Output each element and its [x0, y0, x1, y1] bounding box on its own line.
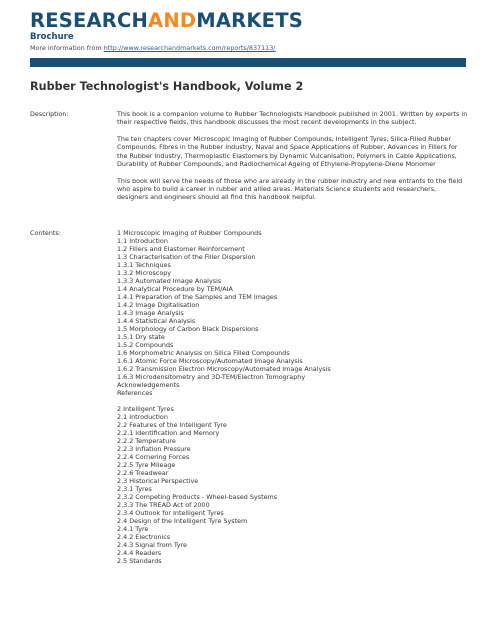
contents-item: 2.4.3 Signal from Tyre: [117, 541, 187, 549]
logo-and: AND: [148, 9, 197, 32]
contents-item: 2.4.2 Electronics: [117, 533, 171, 541]
contents-item: 1.4.3 Image Analysis: [117, 309, 184, 317]
description-label: Description:: [30, 110, 69, 118]
contents-item: 1.6.3 Microdensitometry and 3D-TEM/Electron Tomography: [117, 373, 306, 381]
contents-item: 2.2 Features of the Intelligent Tyre: [117, 421, 227, 429]
contents-item: 1 Microscopic Imaging of Rubber Compounds: [117, 229, 262, 237]
contents-item: References: [117, 389, 153, 397]
contents-item: 1.1 Introduction: [117, 237, 168, 245]
contents-item: 2.2.5 Tyre Mileage: [117, 461, 176, 469]
contents-item: 1.2 Fillers and Elastomer Reinforcement: [117, 245, 245, 253]
contents-item: 2.2.2 Temperature: [117, 437, 176, 445]
contents-item: 1.3.2 Microscopy: [117, 269, 172, 277]
contents-item: 1.4.1 Preparation of the Samples and TEM Images: [117, 293, 278, 301]
logo-research: RESEARCH: [30, 9, 149, 32]
contents-item: 2.2.3 Inflation Pressure: [117, 445, 191, 453]
description-paragraph: This book is a companion volume to Rubber Technologists Handbook published in 2001. Written by experts in their respective fields, this handbook discusses the most recent developments in the subject.: [117, 110, 468, 127]
page-title: Rubber Technologist's Handbook, Volume 2: [30, 80, 304, 93]
contents-item: 2.1 Introduction: [117, 413, 168, 421]
description-paragraph: The ten chapters cover Microscopic Imaging of Rubber Compounds, Intelligent Tyres, Silica-Filled Rubber Compounds, Fibres in the Rubber Industry, Naval and Space Applications of Rubber, Advances in Fillers for the Rubber Industry, Thermoplastic Elastomers by Dynamic Vulcanisation, Polymers in Cable Applications, Durability of Rubber Compounds, and Radiochemical Ageing of Ethylene-Propylene-Diene Monomer: [117, 135, 458, 168]
contents-chapter-gap: [117, 397, 469, 405]
more-information-prefix: More information from: [30, 44, 104, 52]
description-body: [117, 110, 469, 210]
contents-item: 1.6.2 Transmission Electron Microscopy/Automated Image Analysis: [117, 365, 331, 373]
contents-item: 1.4 Analytical Procedure by TEM/AIA: [117, 285, 233, 293]
contents-item: 1.4.4 Statistical Analysis: [117, 317, 196, 325]
header-divider-bar: [30, 58, 466, 67]
contents-label: Contents:: [30, 229, 61, 237]
contents-item: Acknowledgements: [117, 381, 180, 389]
more-information-line: [30, 44, 275, 52]
contents-item: 2.3.2 Competing Products - Wheel-based Systems: [117, 493, 278, 501]
contents-item: 2.2.6 Treadwear: [117, 469, 169, 477]
contents-item: 2.3.3 The TREAD Act of 2000: [117, 501, 210, 509]
contents-item: 2.5 Standards: [117, 557, 162, 565]
contents-item: 1.5.2 Compounds: [117, 341, 174, 349]
contents-item: 2.4 Design of the Intelligent Tyre System: [117, 517, 248, 525]
contents-list: [117, 229, 469, 565]
contents-item: 1.4.2 Image Digitalisation: [117, 301, 200, 309]
contents-item: 2.2.1 Identification and Memory: [117, 429, 220, 437]
contents-item: 1.3.1 Techniques: [117, 261, 171, 269]
report-link[interactable]: http://www.researchandmarkets.com/reports/837113/: [103, 44, 276, 52]
contents-item: 2.3 Historical Perspective: [117, 477, 199, 485]
contents-item: 1.6.1 Atomic Force Microscopy/Automated Image Analysis: [117, 357, 303, 365]
brochure-label: Brochure: [30, 32, 74, 42]
contents-item: 2.3.1 Tyres: [117, 485, 152, 493]
contents-item: 1.5.1 Dry state: [117, 333, 165, 341]
logo-markets: MARKETS: [196, 9, 303, 32]
contents-item: 2.3.4 Outlook for Intelligent Tyres: [117, 509, 224, 517]
contents-item: 2.4.4 Readers: [117, 549, 162, 557]
contents-item: 2.2.4 Cornering Forces: [117, 453, 190, 461]
contents-item: 1.6 Morphometric Analysis on Silica Filled Compounds: [117, 349, 290, 357]
research-and-markets-logo[interactable]: [30, 9, 303, 32]
contents-item: 1.3.3 Automated Image Analysis: [117, 277, 222, 285]
contents-item: 1.5 Morphology of Carbon Black Dispersions: [117, 325, 259, 333]
contents-item: 2 Intelligent Tyres: [117, 405, 174, 413]
description-paragraph: This book will serve the needs of those who are already in the rubber industry and new entrants to the field who aspire to build a career in rubber and allied areas. Materials Science students and researchers, designers and engineers should all find this handbook helpful.: [117, 176, 463, 202]
contents-item: 1.3 Characterisation of the Filler Dispersion: [117, 253, 256, 261]
contents-item: 2.4.1 Tyre: [117, 525, 149, 533]
